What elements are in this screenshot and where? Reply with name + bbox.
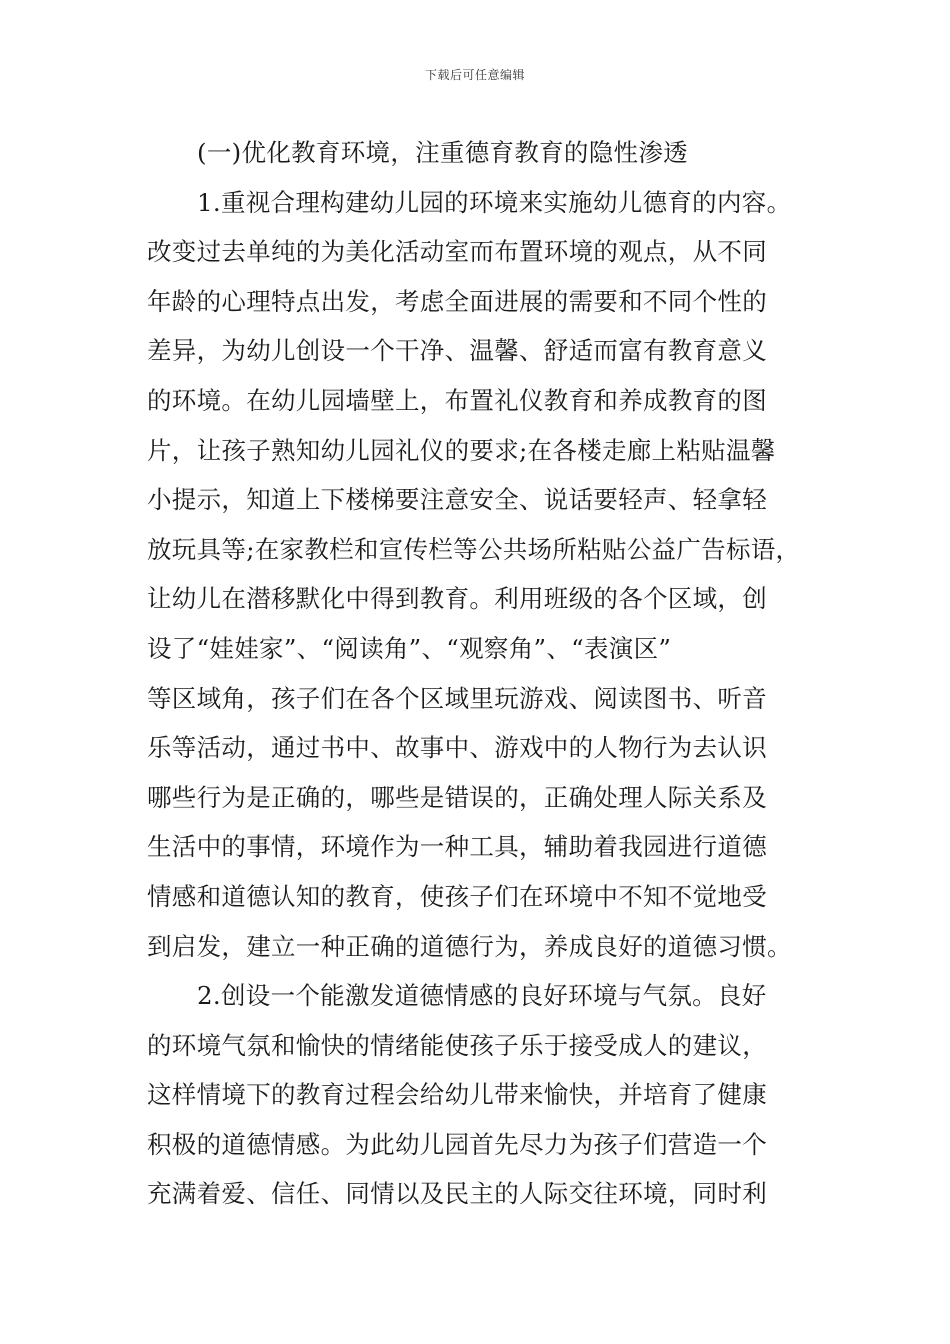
body-text: [147, 128, 815, 1219]
text-line: 2.创设一个能激发道德情感的良好环境与气氛。良好: [197, 981, 767, 1011]
text-line: (一)优化教育环境，注重德育教育的隐性渗透: [197, 138, 688, 167]
text-line: 的环境气氛和愉快的情绪能使孩子乐于接受成人的建议，: [147, 1030, 767, 1060]
text-line: 生活中的事情，环境作为一种工具，辅助着我园进行道德: [147, 832, 767, 862]
text-line: 让幼儿在潜移默化中得到教育。利用班级的各个区域，创: [147, 584, 767, 614]
text-line: 年龄的心理特点出发，考虑全面进展的需要和不同个性的: [147, 286, 767, 316]
text-line: 等区域角，孩子们在各个区域里玩游戏、阅读图书、听音: [147, 683, 767, 713]
text-line: 情感和道德认知的教育，使孩子们在环境中不知不觉地受: [147, 881, 767, 911]
text-line: 改变过去单纯的为美化活动室而布置环境的观点，从不同: [147, 237, 767, 267]
text-line: 乐等活动，通过书中、故事中、游戏中的人物行为去认识: [147, 733, 767, 763]
text-line: 片，让孩子熟知幼儿园礼仪的要求;在各楼走廊上粘贴温馨: [147, 435, 776, 465]
text-line: 小提示，知道上下楼梯要注意安全、说话要轻声、轻拿轻: [147, 485, 767, 515]
text-line: 设了“娃娃家”、“阅读角”、“观察角”、“表演区”: [147, 633, 672, 663]
text-line: 1.重视合理构建幼儿园的环境来实施幼儿德育的内容。: [197, 187, 792, 217]
page-header: 下载后可任意编辑: [424, 68, 525, 82]
text-line: 积极的道德情感。为此幼儿园首先尽力为孩子们营造一个: [147, 1129, 767, 1159]
text-line: 的环境。在幼儿园墙壁上，布置礼仪教育和养成教育的图: [147, 385, 767, 415]
text-line: 充满着爱、信任、同情以及民主的人际交往环境，同时利: [147, 1179, 767, 1209]
text-line: 到启发，建立一种正确的道德行为，养成良好的道德习惯。: [147, 931, 792, 961]
text-line: 差异，为幼儿创设一个干净、温馨、舒适而富有教育意义: [147, 336, 767, 366]
text-line: 这样情境下的教育过程会给幼儿带来愉快，并培育了健康: [147, 1080, 767, 1110]
text-line: 放玩具等;在家教栏和宣传栏等公共场所粘贴公益广告标语，: [147, 534, 801, 564]
text-line: 哪些行为是正确的，哪些是错误的，正确处理人际关系及: [147, 782, 767, 812]
